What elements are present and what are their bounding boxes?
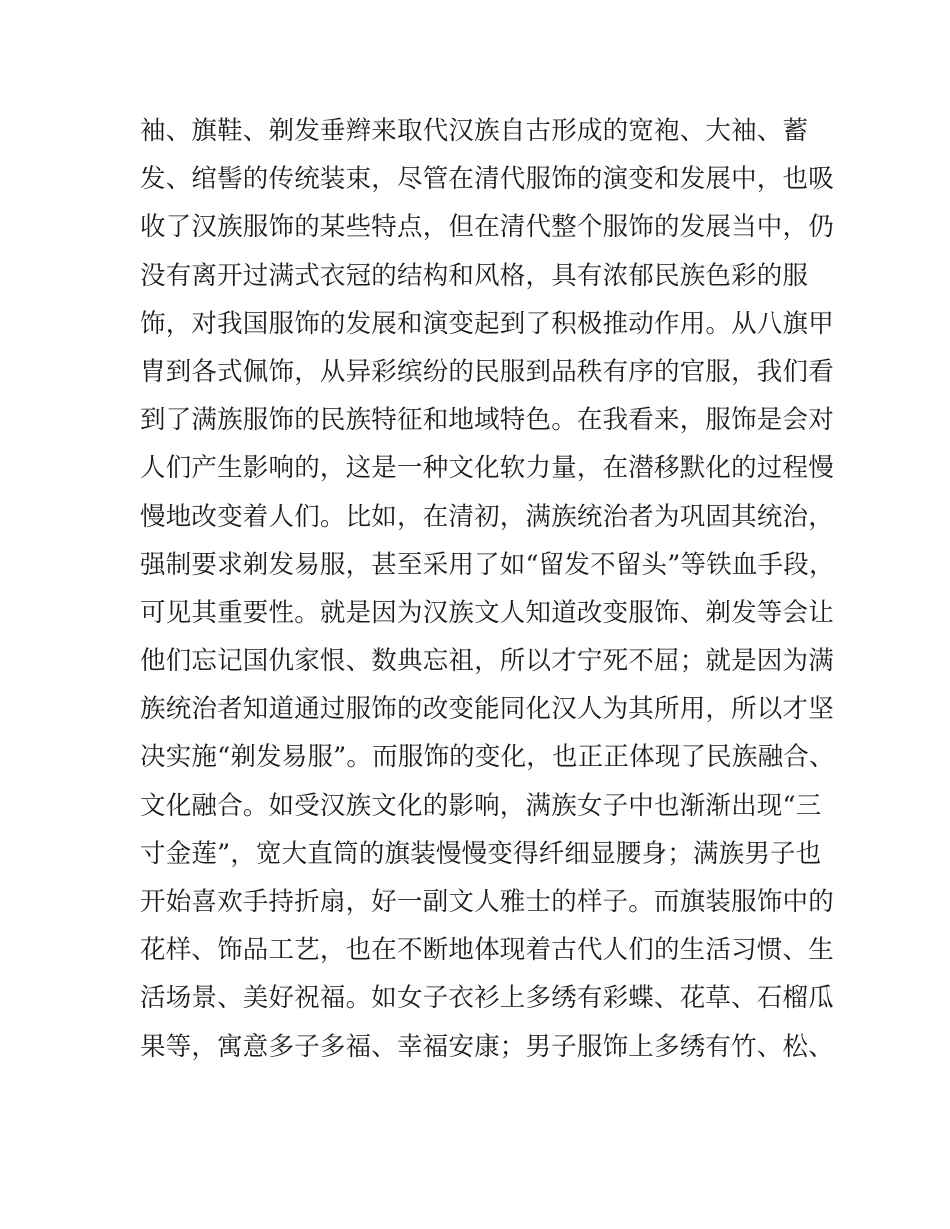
text-line: 寸金莲”，宽大直筒的旗装慢慢变得纤细显腰身；满族男子也 [140,838,822,869]
text-line: 胄到各式佩饰，从异彩缤纷的民服到品秩有序的官服，我们看 [140,356,834,387]
text-line: 强制要求剃发易服，甚至采用了如“留发不留头”等铁血手段， [140,549,835,580]
text-line: 开始喜欢手持折扇，好一副文人雅士的样子。而旗装服饰中的 [140,887,834,917]
text-line: 人们产生影响的，这是一种文化软力量，在潜移默化的过程慢 [140,453,834,484]
text-line: 到了满族服饰的民族特征和地域特色。在我看来，服饰是会对 [140,405,834,436]
text-line: 文化融合。如受汉族文化的影响，满族女子中也渐渐出现“三 [140,790,822,821]
text-line: 族统治者知道通过服饰的改变能同化汉人为其所用，所以才坚 [140,694,834,725]
text-line: 发、绾髻的传统装束，尽管在清代服饰的演变和发展中，也吸 [140,164,834,195]
text-line: 慢地改变着人们。比如，在清初，满族统治者为巩固其统治， [140,501,834,532]
text-line: 花样、饰品工艺，也在不断地体现着古代人们的生活习惯、生 [140,935,834,966]
text-line: 可见其重要性。就是因为汉族文人知道改变服饰、剃发等会让 [140,597,834,628]
text-line: 果等，寓意多子多福、幸福安康；男子服饰上多绣有竹、松、 [140,1031,834,1062]
text-line: 他们忘记国仇家恨、数典忘祖，所以才宁死不屈；就是因为满 [140,646,834,677]
text-line: 活场景、美好祝福。如女子衣衫上多绣有彩蝶、花草、石榴瓜 [140,983,834,1014]
text-line: 收了汉族服饰的某些特点，但在清代整个服饰的发展当中，仍 [140,212,834,243]
text-line: 袖、旗鞋、剃发垂辫来取代汉族自古形成的宽袍、大袖、蓄 [140,116,809,146]
text-line: 决实施“剃发易服”。而服饰的变化，也正正体现了民族融合、 [140,742,835,773]
text-line: 没有离开过满式衣冠的结构和风格，具有浓郁民族色彩的服 [140,260,809,291]
body-paragraph [140,107,840,1071]
text-line: 饰，对我国服饰的发展和演变起到了积极推动作用。从八旗甲 [140,308,834,339]
